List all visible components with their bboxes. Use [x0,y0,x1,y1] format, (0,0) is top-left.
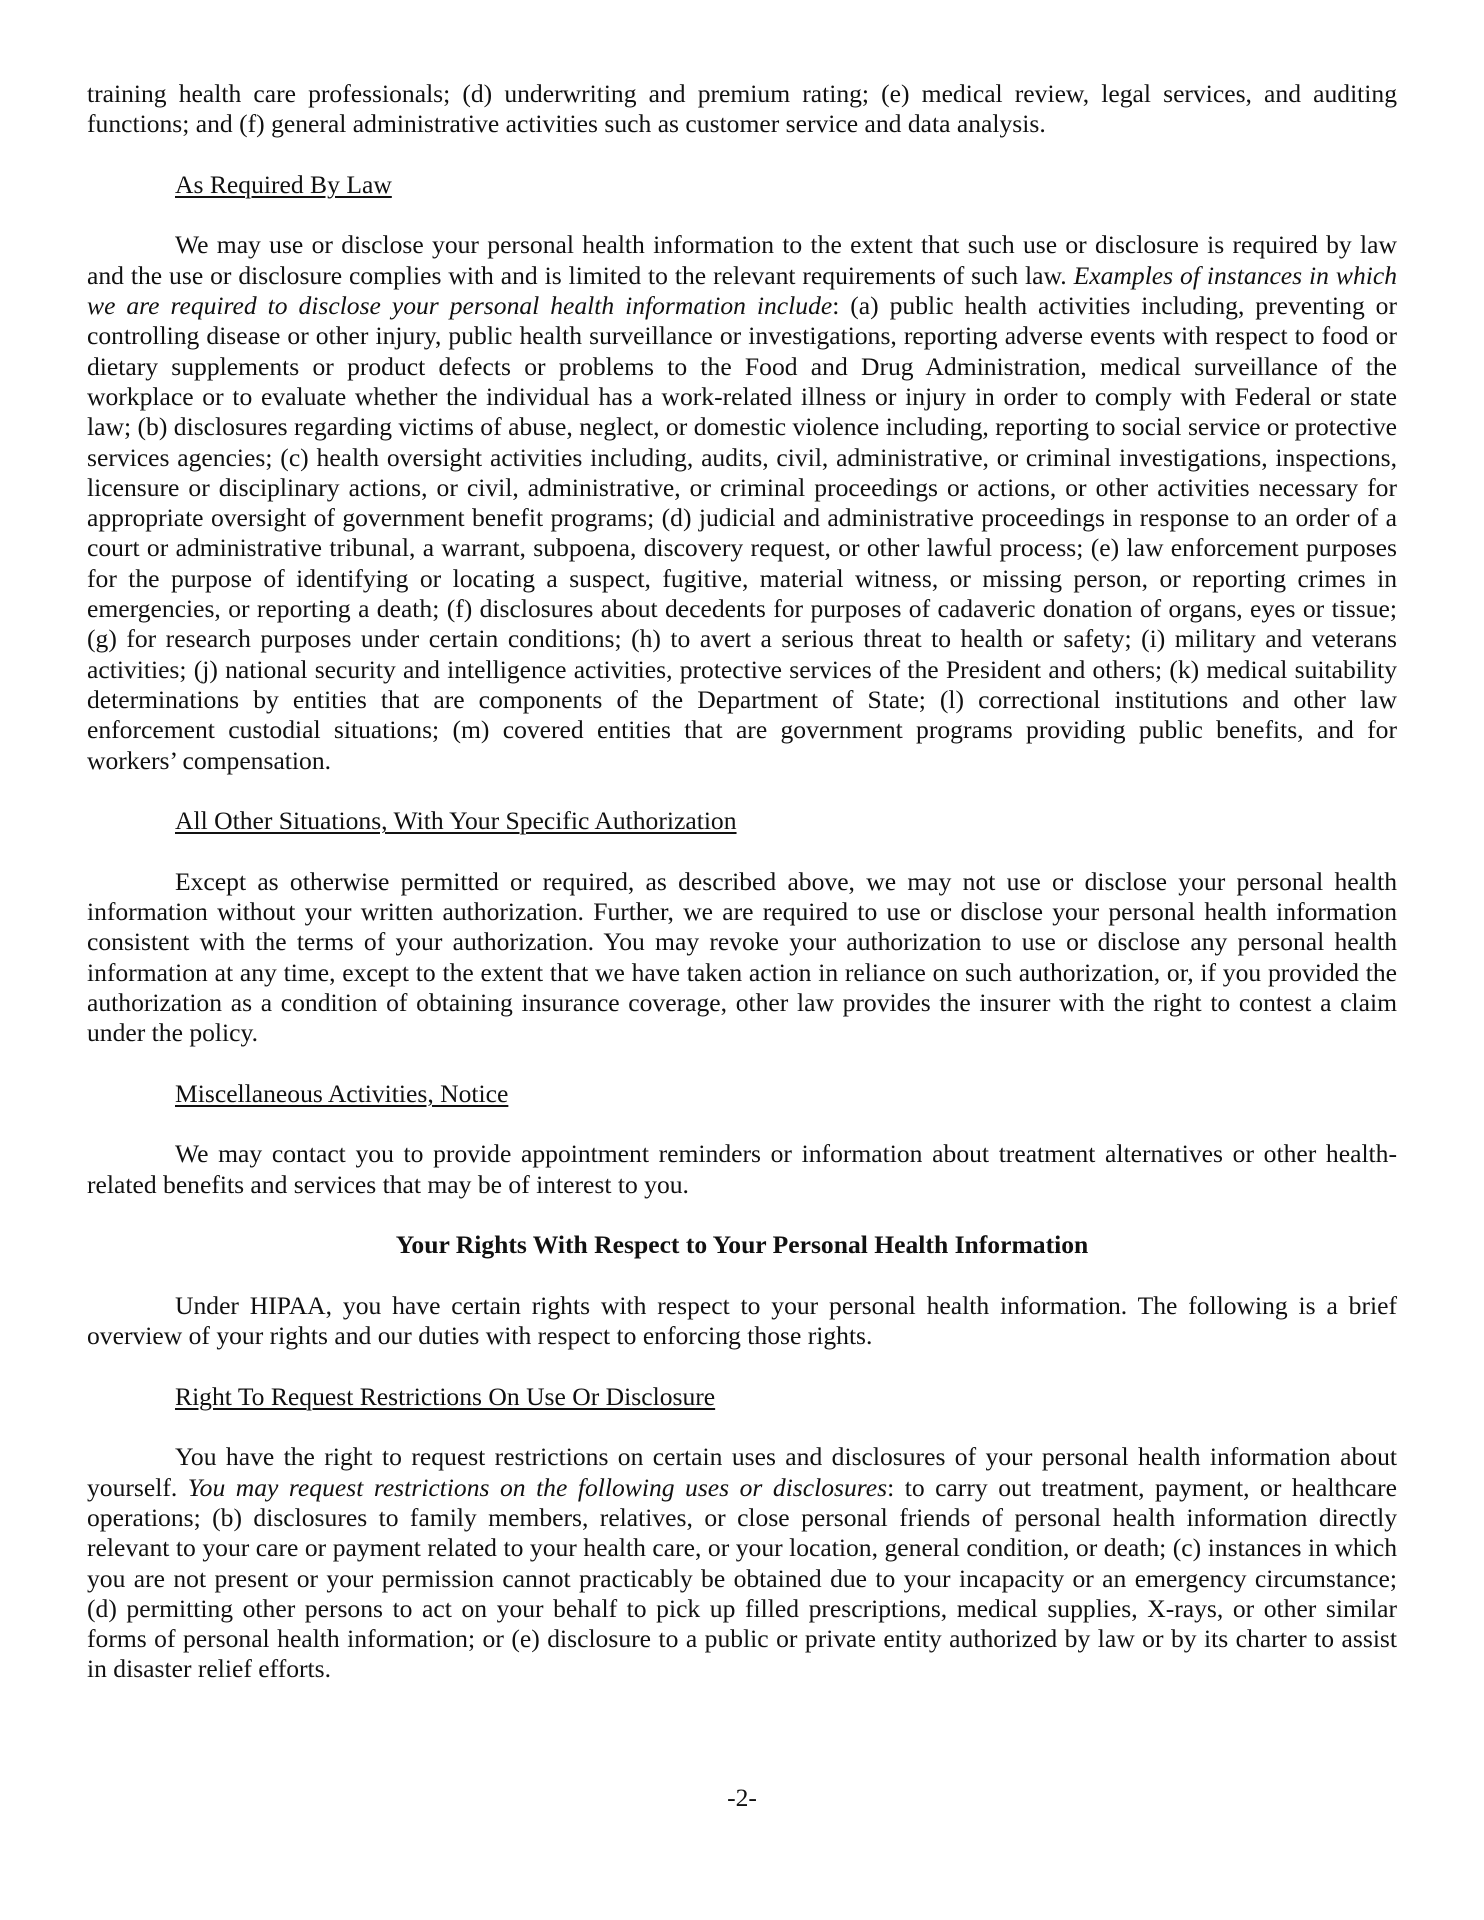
paragraph-right-to-request-restrictions [87,1442,1397,1684]
paragraph-rest-text: : to carry out treatment, payment, or healthcare operations; (b) disclosures to family members, relatives, or close personal friends of personal health information directly relevant to your care or payment related to your health care, or your location, general condition, or death; (c) instances in which you are not present or your permission cannot practicably be obtained due to your incapacity or an emergency circumstance; (d) permitting other persons to act on your behalf to pick up filled prescriptions, medical supplies, X-rays, or other similar forms of personal health information; or (e) disclosure to a public or private entity authorized by law or by its charter to assist in disaster relief efforts. [87,1472,1397,1684]
paragraph-rest-text: : (a) public health activities including, preventing or controlling disease or other injury, public health surveillance or investigations, reporting adverse events with respect to food or dietary supplements or product defects or problems to the Food and Drug Administration, medical surveillance of the workplace or to evaluate whether the individual has a work-related illness or injury in order to comply with Federal or state law; (b) disclosures regarding victims of abuse, neglect, or domestic violence including, reporting to social service or protective services agencies; (c) health oversight activities including, audits, civil, administrative, or criminal investigations, inspections, licensure or disciplinary actions, or civil, administrative, or criminal proceedings or actions, or other activities necessary for appropriate oversight of government benefit programs; (d) judicial and administrative proceedings in response to an order of a court or administrative tribunal, a warrant, subpoena, discovery request, or other lawful process; (e) law enforcement purposes for the purpose of identifying or locating a suspect, fugitive, material witness, or missing person, or reporting crimes in emergencies, or reporting a death; (f) disclosures about decedents for purposes of cadaveric donation of organs, eyes or tissue; (g) for research purposes under certain conditions; (h) to avert a serious threat to health or safety; (i) military and veterans activities; (j) national security and intelligence activities, protective services of the President and others; (k) medical suitability determinations by entities that are components of the Department of State; (l) correctional institutions and other law enforcement custodial situations; (m) covered entities that are government programs providing public benefits, and for workers’ compensation. [87,291,1397,775]
document-page [87,79,1397,1715]
intro-paragraph: training health care professionals; (d) underwriting and premium rating; (e) medical review, legal services, and auditing functions; and (f) general administrative activities such as customer service and data analysis. [87,79,1397,139]
paragraph-lead-text: We may use or disclose your personal health information to the extent that such use or disclosure is required by law and the use or disclosure complies with and is limited to the relevant requirements of such law. [87,230,1397,290]
paragraph-italic-text: You may request restrictions on the following uses or disclosures [187,1472,888,1502]
paragraph-as-required-by-law [87,230,1397,775]
page-number: -2- [727,1783,757,1812]
heading-right-to-request-restrictions: Right To Request Restrictions On Use Or Disclosure [175,1381,716,1411]
heading-miscellaneous-activities: Miscellaneous Activities, Notice [175,1078,509,1108]
paragraph-all-other-situations: Except as otherwise permitted or required, as described above, we may not use or disclose your personal health information without your written authorization. Further, we are required to use or disclose your personal health information consistent with the terms of your authorization. You may revoke your authorization to use or disclose any personal health information at any time, except to the extent that we have taken action in reliance on such authorization, or, if you provided the authorization as a condition of obtaining insurance coverage, other law provides the insurer with the right to contest a claim under the policy. [87,866,1397,1048]
paragraph-lead-text: You have the right to request restrictions on certain uses and disclosures of your personal health information about yourself. [87,1442,1397,1502]
heading-as-required-by-law: As Required By Law [175,169,392,199]
section-title-your-rights: Your Rights With Respect to Your Personal Health Information [395,1230,1089,1260]
heading-all-other-situations: All Other Situations, With Your Specific Authorization [175,806,737,836]
paragraph-rights-intro: Under HIPAA, you have certain rights with respect to your personal health information. The following is a brief overview of your rights and our duties with respect to enforcing those rights. [87,1290,1397,1351]
paragraph-miscellaneous-activities: We may contact you to provide appointment reminders or information about treatment alternatives or other health-related benefits and services that may be of interest to you. [87,1139,1397,1199]
paragraph-italic-text: Examples of instances in which we are required to disclose your personal health information include [87,260,1398,321]
